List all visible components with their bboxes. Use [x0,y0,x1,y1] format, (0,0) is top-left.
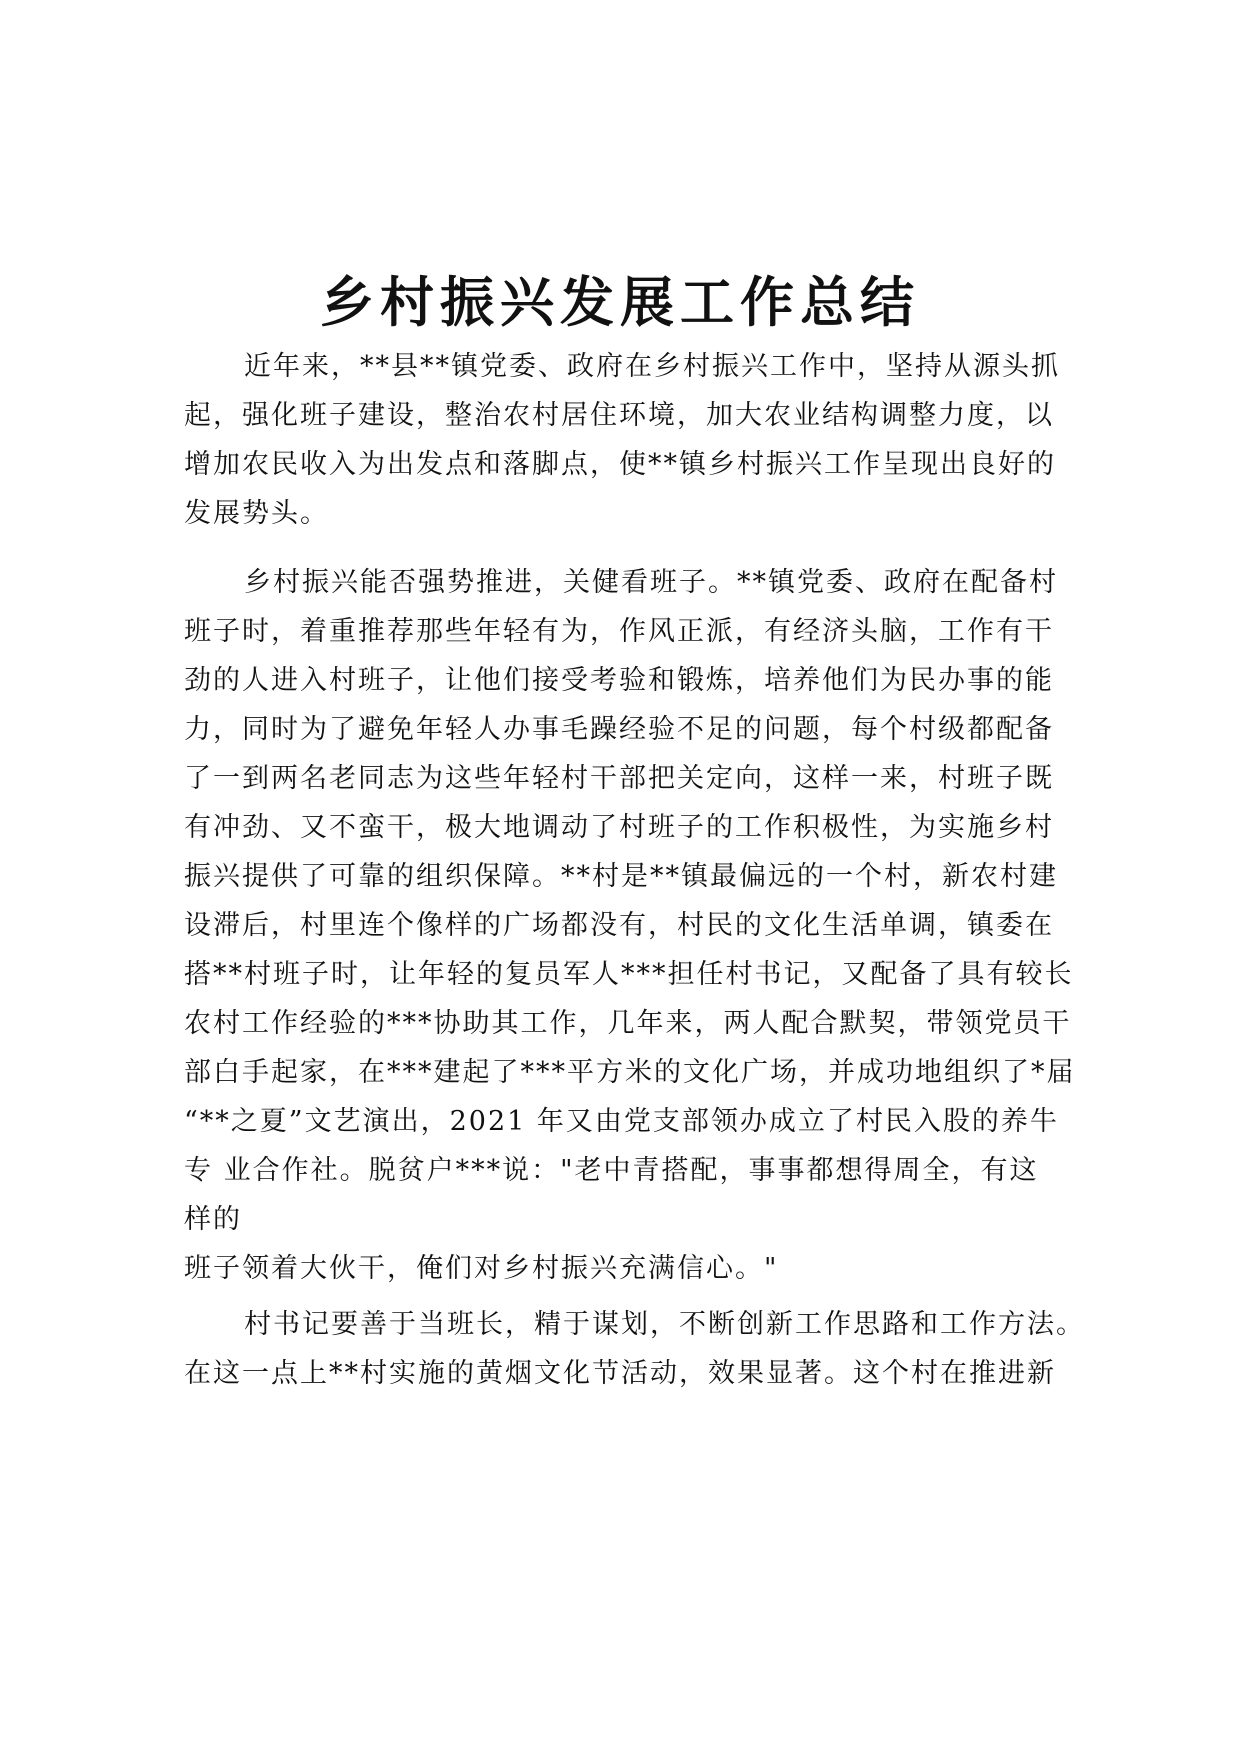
paragraph-village-secretary [184,1300,1085,1398]
paragraph-intro [184,342,1064,538]
paragraph-team-building [184,558,1076,1293]
paragraph-line: 起，强化班子建设，整治农村居住环境，加大农业结构调整力度，以 [184,400,1054,431]
document-title: 乡村振兴发展工作总结 [320,270,920,334]
paragraph-line: 增加农民收入为出发点和落脚点，使**镇乡村振兴工作呈现出良好的 [184,449,1056,480]
paragraph-line: 力，同时为了避免年轻人办事毛躁经验不足的问题，每个村级都配备 [184,714,1054,745]
paragraph-line: 设滞后，村里连个像样的广场都没有，村民的文化生活单调，镇委在 [184,910,1054,941]
paragraph-line: 搭**村班子时，让年轻的复员军人***担任村书记，又配备了具有较长 [184,959,1074,990]
paragraph-line: 专 业合作社。脱贫户***说："老中青搭配，事事都想得周全，有这 [184,1155,1039,1186]
paragraph-line: 劲的人进入村班子，让他们接受考验和锻炼，培养他们为民办事的能 [184,665,1054,696]
paragraph-line: 班子领着大伙干，俺们对乡村振兴充满信心。" [184,1253,779,1284]
paragraph-line: 样的 [184,1204,242,1235]
paragraph-line: 振兴提供了可靠的组织保障。**村是**镇最偏远的一个村，新农村建 [184,861,1058,892]
paragraph-line: 了一到两名老同志为这些年轻村干部把关定向，这样一来，村班子既 [184,763,1054,794]
paragraph-line: 在这一点上**村实施的黄烟文化节活动，效果显著。这个村在推进新 [184,1358,1056,1389]
paragraph-line: 班子时，着重推荐那些年轻有为，作风正派，有经济头脑，工作有干 [184,616,1054,647]
paragraph-line: 近年来，**县**镇党委、政府在乡村振兴工作中，坚持从源头抓 [244,351,1060,382]
paragraph-line: 农村工作经验的***协助其工作，几年来，两人配合默契，带领党员干 [184,1008,1072,1039]
paragraph-line: “**之夏”文艺演出，2021 年又由党支部领办成立了村民入股的养牛 [184,1106,1059,1137]
paragraph-line: 部白手起家，在***建起了***平方米的文化广场，并成功地组织了*届 [184,1057,1076,1088]
paragraph-line: 发展势头。 [184,498,329,529]
paragraph-line: 有冲劲、又不蛮干，极大地调动了村班子的工作积极性，为实施乡村 [184,812,1054,843]
paragraph-line: 村书记要善于当班长，精于谋划，不断创新工作思路和工作方法。 [244,1309,1085,1340]
paragraph-line: 乡村振兴能否强势推进，关健看班子。**镇党委、政府在配备村 [244,567,1058,598]
